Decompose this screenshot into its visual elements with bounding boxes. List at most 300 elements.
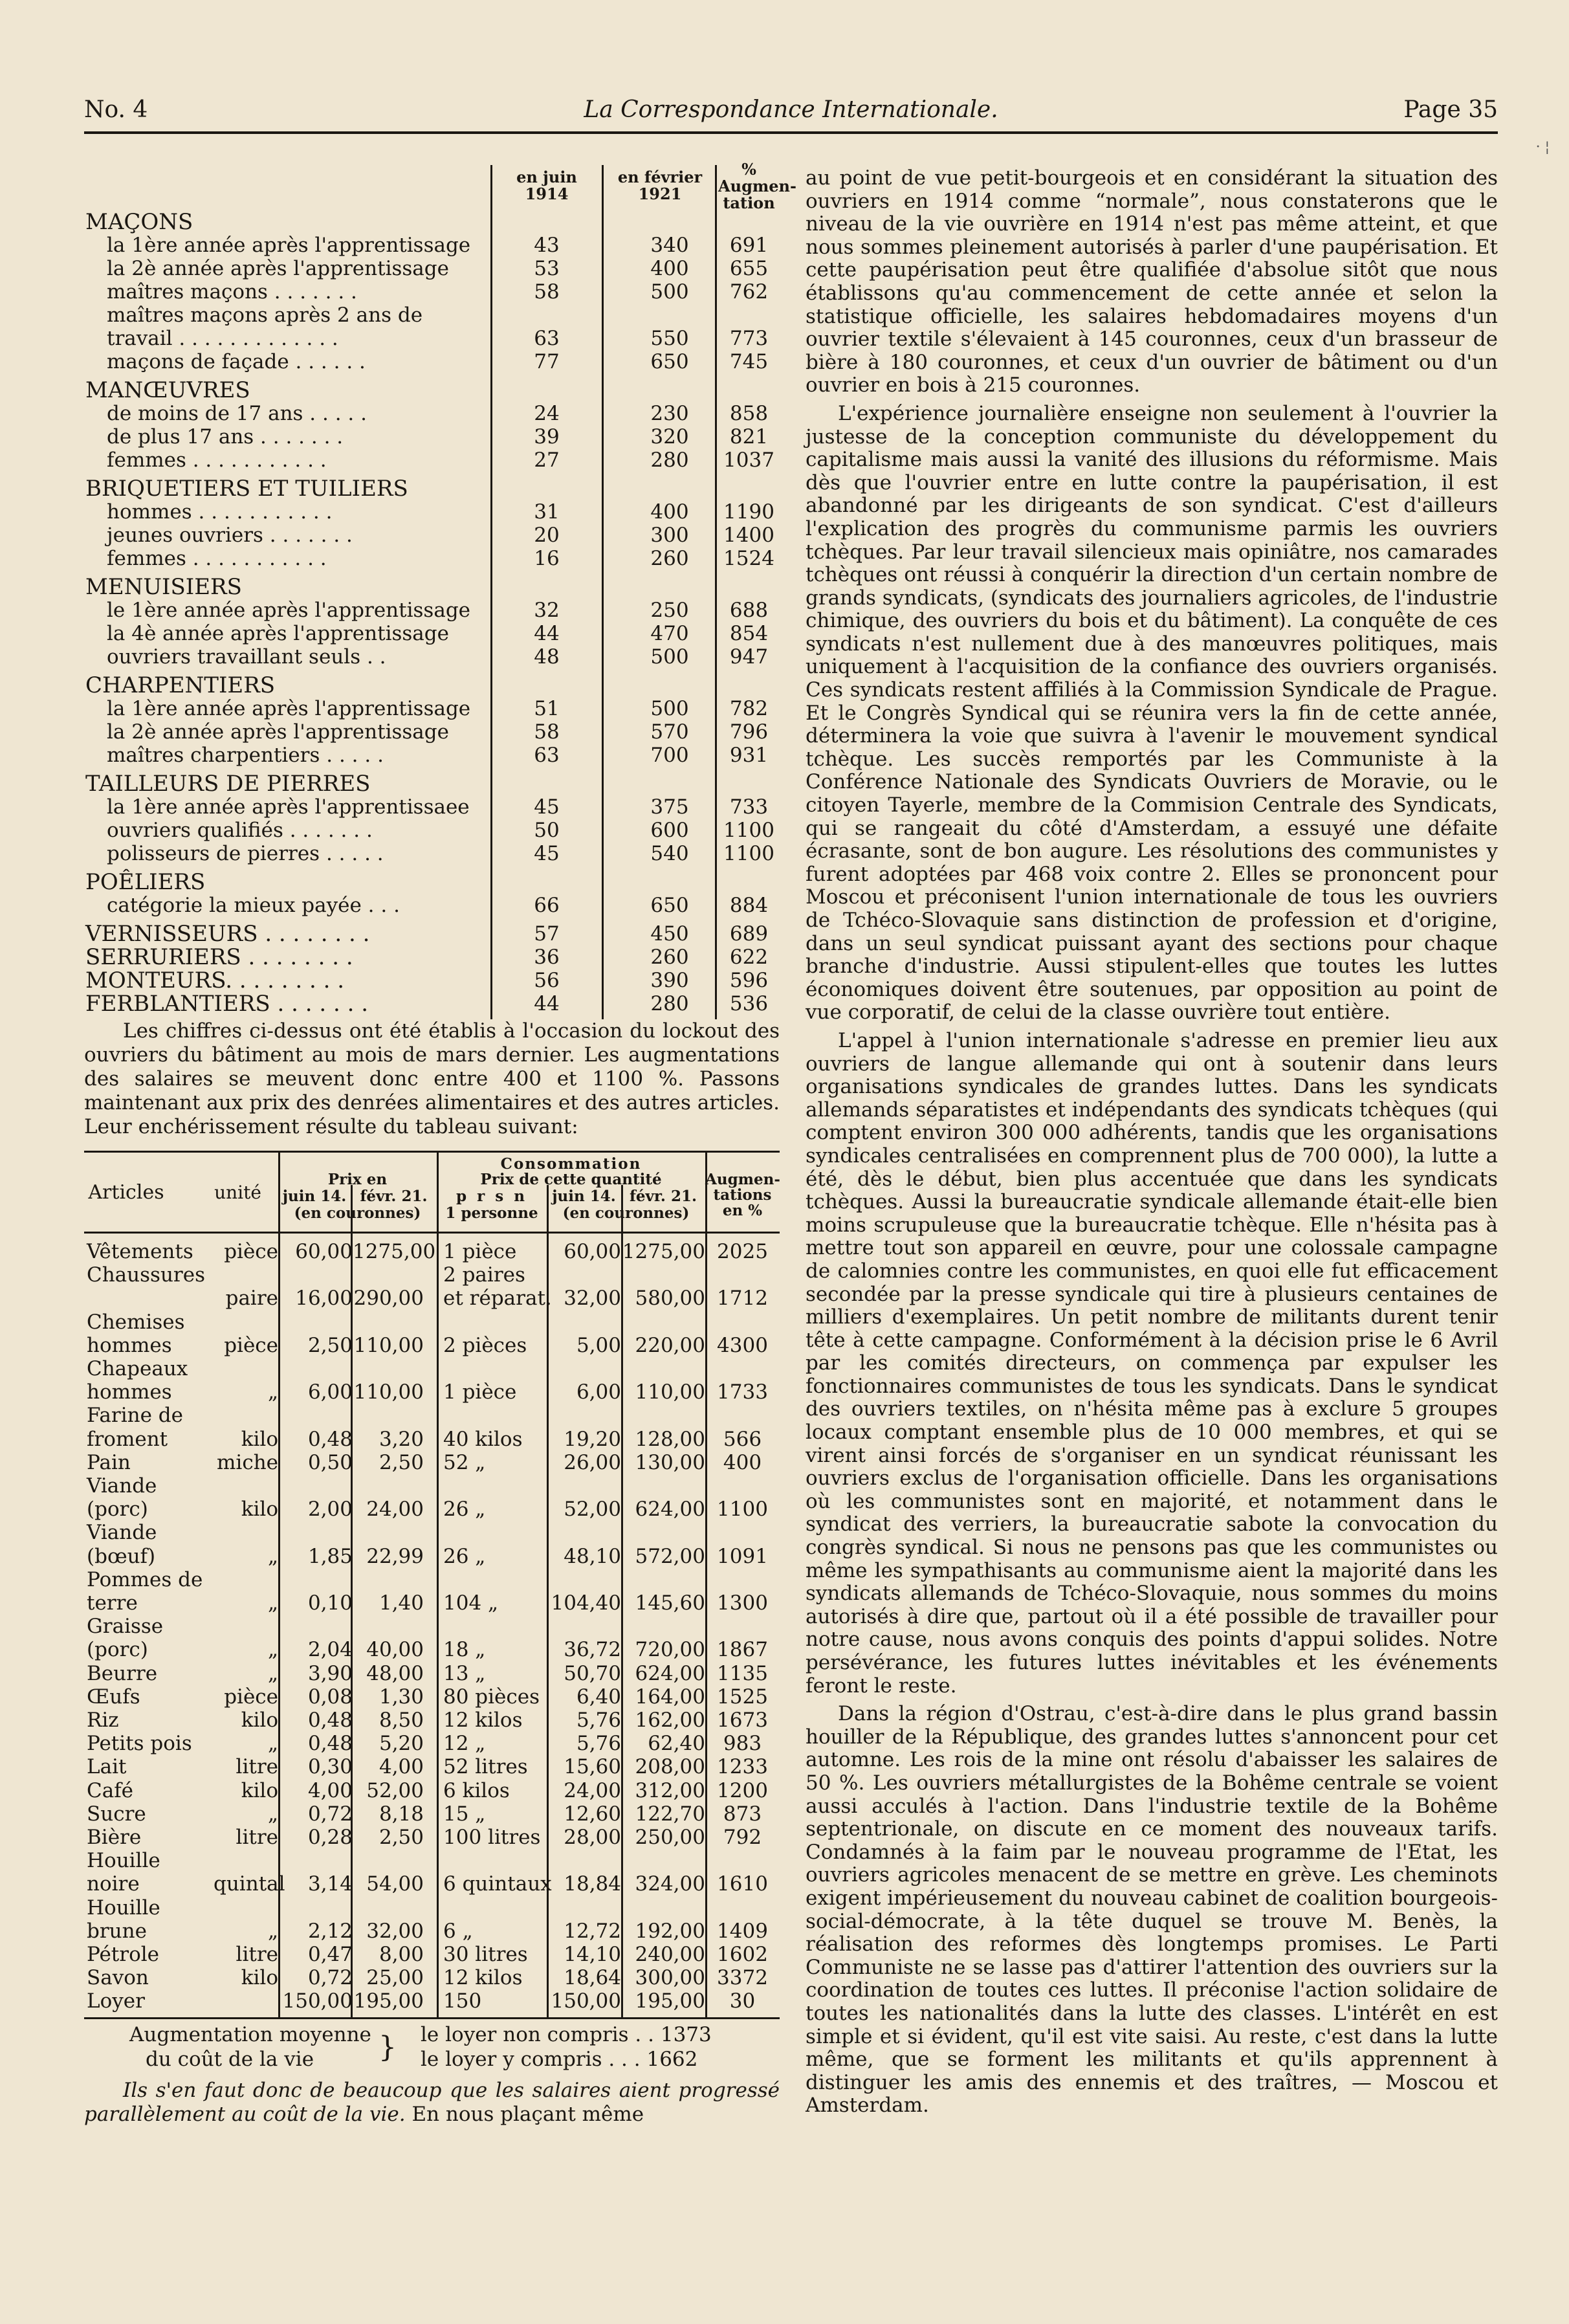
price-feb-1921: 1,30 [379,1685,424,1709]
wages-1914: 56 [534,969,560,992]
prices-row [84,1732,780,1755]
article-name: hommes [87,1333,172,1357]
increase-percent: 1733 [717,1380,768,1404]
prices-row [84,1802,780,1826]
price-june-1914: 3,14 [307,1872,353,1896]
wages-row-label: de plus 17 ans . . . . . . . [107,425,344,448]
increase-percent: 30 [729,1989,756,2013]
wages-group-heading [84,772,780,795]
cost-june-1914: 24,00 [564,1778,621,1802]
cost-feb-1921: 208,00 [635,1755,705,1779]
article-name: froment [87,1427,168,1451]
average-increase-label-1: Augmentation moyenne [129,2022,371,2046]
wages-row-label: la 1ère année après l'apprentissaee [107,795,470,819]
prices-row [84,1311,780,1334]
article-unit: kilo [241,1427,278,1451]
consumption-quantity: 15 „ [443,1802,486,1826]
prices-row [84,1638,780,1661]
consumption-quantity: et réparat. [443,1287,552,1311]
average-increase [84,2023,780,2075]
wages-row [84,257,780,280]
price-feb-1921: 25,00 [366,1966,424,1990]
price-june-1914: 0,50 [307,1450,353,1474]
price-june-1914: 2,04 [307,1638,353,1662]
wages-row-label: la 2è année après l'apprentissage [107,257,449,280]
wages-1921: 700 [650,744,689,767]
wages-row [84,327,780,350]
wages-1914: 50 [534,819,560,842]
wages-row-label: jeunes ouvriers . . . . . . . [107,524,353,547]
prices-row [84,1474,780,1498]
price-june-1914: 0,48 [307,1427,353,1451]
prices-row [84,1896,780,1920]
consumption-quantity: 1 pièce [443,1240,517,1263]
cost-feb-1921: 580,00 [635,1287,705,1311]
increase-percent: 1525 [717,1685,768,1709]
article-unit: pièce [224,1333,278,1357]
wages-row-label: maîtres charpentiers . . . . . [107,744,384,767]
wages-1914: 53 [534,257,560,280]
article-name: Œufs [87,1685,140,1709]
wages-augmentation: 1037 [723,448,774,472]
consumption-quantity: 150 [443,1989,482,2013]
consumption-quantity: 1 pièce [443,1380,517,1404]
price-june-1914: 4,00 [307,1778,353,1802]
consumption-quantity: 26 „ [443,1498,486,1522]
header-p-rsn: p r s n [456,1188,527,1205]
price-feb-1921: 195,00 [353,1989,424,2013]
wages-augmentation: 691 [729,234,769,257]
increase-percent: 1100 [717,1498,768,1522]
header-une-personne: 1 personne [445,1204,538,1222]
wages-1921: 340 [650,234,689,257]
cost-june-1914: 6,00 [576,1380,621,1404]
wages-augmentation: 622 [729,946,769,969]
wages-augmentation: 858 [729,402,769,425]
wages-1914: 45 [534,795,560,819]
wages-row-label: la 2è année après l'apprentissage [107,720,449,744]
wages-1921: 320 [650,425,689,448]
article-unit: miche [217,1450,278,1474]
article-unit: litre [236,1943,278,1966]
page-header [84,94,1498,133]
article-paragraph-1: au point de vue petit-bourgeois et en considérant la situation des ouvriers en 1914 comme “normale”, nous constaterons que le niveau de la vie ouvrière en 1914 n'est pas même atteint, et que nous sommes pleinement autorisés à parler d'une paupérisation. Et cette paupérisation peut être qualifiée d'absolue sitôt que nous établissons qu'au commencement de cette année et selon la statistique officielle, les salaires hebdomadaires moyens d'un ouvrier textile s'élevaient à 145 couronnes, ceux d'un brasseur de bière à 180 couronnes, et ceux d'un ouvrier de bâtiment ou d'un ouvrier en bois à 215 couronnes. [806,166,1498,397]
header-juin-14: juin 14. [282,1188,347,1205]
article-unit: quintal [214,1872,285,1896]
prices-row [84,1966,780,1989]
cost-feb-1921: 130,00 [635,1450,705,1474]
wages-row-label: MONTEURS. . . . . . . . . [85,968,344,993]
price-feb-1921: 1,40 [379,1591,424,1615]
wages-1914: 66 [534,894,560,917]
increase-percent: 1673 [717,1709,768,1732]
wages-row [84,819,780,842]
price-june-1914: 0,47 [307,1943,353,1966]
increase-percent: 566 [723,1427,762,1451]
price-june-1914: 2,12 [307,1919,353,1943]
price-june-1914: 0,72 [307,1802,353,1826]
cost-june-1914: 18,84 [564,1872,621,1896]
increase-percent: 1200 [717,1778,768,1802]
cost-feb-1921: 572,00 [635,1544,705,1568]
wages-1914: 77 [534,350,560,373]
article-paragraph-3: L'appel à l'union internationale s'adresse en premier lieu aux ouvriers de langue allemande qui ont à soutenir dans leurs organisations syndicales de grandes luttes. Dans les syndicats allemands séparatistes et indépendants des syndicats tchèques (qui comptent environ 300 000 adhérents, tandis que les organisations syndicales centralisées en comprennent plus de 700 000), la lutte a été, dès le début, bien plus accentuée que dans les syndicats tchèques. Aussi la bureaucratie syndicale allemande était-elle bien moins scrupuleuse que la bureaucratie tchèque. Elle n'hésita pas à mettre tout son appareil en œuvre, pour une colossale campagne de calomnies contre les communistes, en quoi elle fut efficacement secondée par la presse syndicale qui tire à plusieurs centaines de milliers d'exemplaires. Un petit nombre de militants durent tenir tête à cette campagne. Conformément à la décision prise le 6 Avril par les comités directeurs, on commença par expulser les fonctionnaires communistes de tous les syndicats. Dans le syndicat des ouvriers textiles, on n'hésita même pas à exclure 5 groupes locaux comptant ensemble plus de 10 000 membres, et qui se virent ainsi forcés de s'organiser en un syndicat réunissant les ouvriers exclus de l'organisation officielle. Dans les organisations où les communistes sont en majorité, et notamment dans le syndicat des verriers, la bureaucratie sabote la convocation du congrès syndical. Si nous ne pensons pas que les communistes ou même les sympathisants au communisme aient la majorité dans les syndicats allemands de Tchéco-Slovaquie, nous sommes du moins autorisés à dire que, partout où il a été possible de travailler pour notre cause, nous avons conquis des points d'appui solides. Notre persévérance, les futures luttes inévitables et les événements feront le reste. [806,1028,1498,1698]
issue-number: No. 4 [84,96,148,123]
price-june-1914: 0,10 [307,1591,353,1615]
article-unit: „ [267,1732,278,1756]
wages-row [84,992,780,1015]
price-feb-1921: 22,99 [366,1544,424,1568]
consumption-quantity: 30 litres [443,1943,528,1966]
wages-1921: 470 [650,622,689,645]
cost-feb-1921: 110,00 [635,1380,705,1404]
wages-1921: 600 [650,819,689,842]
prices-row [84,1755,780,1778]
cost-june-1914: 26,00 [564,1450,621,1474]
wages-row-label: hommes . . . . . . . . . . . [107,500,333,524]
price-june-1914: 2,00 [307,1498,353,1522]
prices-row [84,1521,780,1544]
article-name: Chemises [87,1310,185,1334]
wages-row-label: maçons de façade . . . . . . [107,350,366,373]
wages-1914: 43 [534,234,560,257]
increase-percent: 4300 [717,1333,768,1357]
increase-percent: 873 [723,1802,762,1826]
wages-1914: 39 [534,425,560,448]
wages-1914: 20 [534,524,560,547]
closing-paragraph [84,2079,780,2127]
wages-1914: 51 [534,697,560,720]
wages-group-name: MAÇONS [85,209,193,235]
cost-june-1914: 28,00 [564,1826,621,1849]
wages-1914: 24 [534,402,560,425]
wages-1921: 250 [650,599,689,622]
wages-row-label: VERNISSEURS . . . . . . . . [85,921,370,947]
article-name: Viande [87,1474,157,1498]
wages-row [84,922,780,946]
wages-group-heading [84,870,780,894]
wages-row-label: catégorie la mieux payée . . . [107,894,400,917]
header-fevr-21-b: févr. 21. [630,1188,697,1205]
average-increase-label-2: du coût de la vie [146,2047,314,2071]
cost-feb-1921: 720,00 [635,1638,705,1662]
wages-1921: 280 [650,448,689,472]
increase-percent: 1867 [717,1638,768,1662]
wages-augmentation: 762 [729,280,769,304]
header-rule [84,1232,780,1234]
wages-row-label: femmes . . . . . . . . . . . [107,547,327,570]
wages-1914: 36 [534,946,560,969]
cost-feb-1921: 62,40 [648,1732,705,1756]
cost-feb-1921: 122,70 [635,1802,705,1826]
wages-row-label: FERBLANTIERS . . . . . . . [85,991,369,1017]
prices-row [84,1404,780,1427]
article-name: Loyer [87,1989,145,2013]
header-prix-en: Prix en [327,1171,388,1188]
price-feb-1921: 8,50 [379,1709,424,1732]
header-consommation: Consommation [500,1155,642,1173]
prices-row [84,1428,780,1451]
article-name: Chapeaux [87,1357,188,1380]
cost-june-1914: 12,72 [564,1919,621,1943]
article-name: Sucre [87,1802,146,1826]
article-unit: pièce [224,1685,278,1709]
consumption-quantity: 40 kilos [443,1427,523,1451]
wages-1914: 44 [534,622,560,645]
prices-row [84,1545,780,1568]
wages-augmentation: 796 [729,720,769,744]
cost-june-1914: 32,00 [564,1287,621,1311]
wages-1914: 58 [534,720,560,744]
article-name: noire [87,1872,140,1896]
wages-row-label: maîtres maçons . . . . . . . [107,280,357,304]
wages-header-1921: en février 1921 [617,168,703,203]
wages-1921: 500 [650,697,689,720]
prices-row [84,1334,780,1357]
wages-row [84,524,780,547]
wages-1921: 400 [650,500,689,524]
article-unit: „ [267,1591,278,1615]
wages-1921: 450 [650,922,689,946]
consumption-quantity: 6 quintaux [443,1872,552,1896]
wages-1921: 500 [650,645,689,669]
article-unit: kilo [241,1966,278,1990]
wages-row-label: ouvriers travaillant seuls . . [107,645,386,669]
cost-feb-1921: 195,00 [635,1989,705,2013]
cost-june-1914: 5,00 [576,1333,621,1357]
increase-percent: 792 [723,1826,762,1849]
article-name: Lait [87,1755,127,1779]
cost-feb-1921: 624,00 [635,1661,705,1685]
wages-1921: 390 [650,969,689,992]
right-column [806,167,1498,2123]
article-unit: paire [225,1287,278,1311]
increase-percent: 1409 [717,1919,768,1943]
article-name: (porc) [87,1638,148,1662]
cost-feb-1921: 128,00 [635,1427,705,1451]
article-name: (bœuf) [87,1544,156,1568]
price-june-1914: 0,48 [307,1709,353,1732]
price-feb-1921: 2,50 [379,1826,424,1849]
consumption-quantity: 52 litres [443,1755,528,1779]
wages-row-label: la 1ère année après l'apprentissage [107,697,471,720]
wages-row-label: la 4è année après l'apprentissage [107,622,449,645]
prices-row [84,1357,780,1380]
wages-group-heading [84,477,780,500]
wages-group-name: CHARPENTIERS [85,672,276,698]
cost-feb-1921: 162,00 [635,1709,705,1732]
wages-1921: 540 [650,842,689,865]
price-feb-1921: 8,18 [379,1802,424,1826]
header-prix-quantite: Prix de cette quantité [480,1171,662,1188]
wages-1921: 260 [650,547,689,570]
wages-augmentation: 596 [729,969,769,992]
wages-augmentation: 733 [729,795,769,819]
header-augmentations: Augmen- tations en % [705,1171,780,1219]
wages-row-label: la 1ère année après l'apprentissage [107,234,471,257]
prices-row [84,1380,780,1404]
wages-group-name: POÊLIERS [85,869,206,895]
price-feb-1921: 1275,00 [353,1240,436,1263]
increase-percent: 1610 [717,1872,768,1896]
header-fevr-21: févr. 21. [360,1188,428,1205]
increase-percent: 983 [723,1732,762,1756]
consumption-quantity: 104 „ [443,1591,499,1615]
closing-rest: En nous plaçant même [411,2102,644,2126]
consumption-quantity: 2 pièces [443,1333,527,1357]
prices-row [84,1263,780,1287]
consumption-quantity: 12 kilos [443,1709,523,1732]
wages-1914: 44 [534,992,560,1015]
increase-percent: 1091 [717,1544,768,1568]
wages-augmentation: 821 [729,425,769,448]
prices-table [84,1151,780,2019]
wages-group-heading [84,575,780,599]
wages-group-heading [84,210,780,234]
wages-augmentation: 1100 [723,819,774,842]
wages-1914: 58 [534,280,560,304]
cost-june-1914: 14,10 [564,1943,621,1966]
wages-augmentation: 688 [729,599,769,622]
price-june-1914: 0,08 [307,1685,353,1709]
wages-group-name: TAILLEURS DE PIERRES [85,771,371,797]
prices-row [84,1615,780,1638]
price-feb-1921: 4,00 [379,1755,424,1779]
publication-title: La Correspondance Internationale. [584,96,998,123]
price-june-1914: 0,30 [307,1755,353,1779]
cost-june-1914: 150,00 [551,1989,621,2013]
article-name: Vêtements [87,1240,193,1263]
wages-row-label: SERRURIERS . . . . . . . . [85,944,353,970]
cost-feb-1921: 312,00 [635,1778,705,1802]
price-feb-1921: 54,00 [366,1872,424,1896]
left-column [84,160,796,2127]
wages-row [84,304,780,327]
cost-june-1914: 5,76 [576,1709,621,1732]
wages-row [84,599,780,622]
wages-group-heading [84,674,780,697]
wages-1914: 32 [534,599,560,622]
wages-1921: 375 [650,795,689,819]
wages-1914: 45 [534,842,560,865]
article-name: hommes [87,1380,172,1404]
cost-june-1914: 15,60 [564,1755,621,1779]
wages-augmentation: 536 [729,992,769,1015]
cost-feb-1921: 250,00 [635,1826,705,1849]
article-name: Beurre [87,1661,158,1685]
wages-augmentation: 689 [729,922,769,946]
wages-1914: 31 [534,500,560,524]
prices-row [84,1498,780,1521]
wages-1921: 570 [650,720,689,744]
price-june-1914: 6,00 [307,1380,353,1404]
brace: } [379,2030,397,2064]
price-june-1914: 150,00 [282,1989,353,2013]
cost-feb-1921: 192,00 [635,1919,705,1943]
article-unit: kilo [241,1709,278,1732]
price-feb-1921: 2,50 [379,1450,424,1474]
wages-row-label: femmes . . . . . . . . . . . [107,448,327,472]
cost-june-1914: 5,76 [576,1732,621,1756]
increase-percent: 3372 [717,1966,768,1990]
increase-percent: 1300 [717,1591,768,1615]
price-june-1914: 0,28 [307,1826,353,1849]
consumption-quantity: 2 paires [443,1263,525,1287]
prices-row [84,1591,780,1615]
wages-augmentation: 773 [729,327,769,350]
price-june-1914: 0,48 [307,1732,353,1756]
wages-row [84,622,780,645]
cost-feb-1921: 220,00 [635,1333,705,1357]
wages-row [84,448,780,472]
wages-augmentation: 947 [729,645,769,669]
wages-1921: 230 [650,402,689,425]
prices-row [84,1662,780,1685]
article-name: Riz [87,1709,119,1732]
price-feb-1921: 48,00 [366,1661,424,1685]
article-name: Pommes de [87,1567,203,1591]
increase-percent: 2025 [717,1240,768,1263]
cost-feb-1921: 624,00 [635,1498,705,1522]
wages-1921: 400 [650,257,689,280]
cost-feb-1921: 300,00 [635,1966,705,1990]
wages-header-augmentation: % Augmen- tation [718,160,796,212]
prices-row [84,1849,780,1872]
wages-augmentation: 1400 [723,524,774,547]
wages-1921: 260 [650,946,689,969]
average-increase-value-1: le loyer non compris . . 1373 [421,2022,712,2046]
price-june-1914: 1,85 [307,1544,353,1568]
wages-1914: 63 [534,744,560,767]
wages-augmentation: 1190 [723,500,774,524]
header-en-couronnes-b: (en couronnes) [562,1204,690,1222]
wages-1921: 650 [650,894,689,917]
wages-row [84,842,780,865]
wages-row [84,500,780,524]
price-june-1914: 16,00 [295,1287,353,1311]
cost-june-1914: 52,00 [564,1498,621,1522]
cost-june-1914: 6,40 [576,1685,621,1709]
consumption-quantity: 13 „ [443,1661,486,1685]
prices-row [84,1240,780,1263]
article-name: Farine de [87,1404,183,1428]
wages-header-1914: en juin 1914 [516,168,577,203]
article-paragraph-2: L'expérience journalière enseigne non seulement à l'ouvrier la justesse de la conception communiste du développement du capitalisme mais aussi la vanité des illusions du réformisme. Mais dès que l'ouvrier entre en lutte contre la paupérisation, il est abandonné par les dirigeants de son syndicat. C'est d'ailleurs l'explication des progrès du communisme parmis les ouvriers tchèques. Par leur travail silencieux mais opiniâtre, nos camarades tchèques ont réussi à conquérir la direction d'un certain nombre de grands syndicats, (syndicats des journaliers agricoles, de l'industrie chimique, des ouvriers du bois et du bâtiment). La conquête de ces syndicats n'est nullement due à des manœuvres politiques, mais uniquement à l'acquisition de la confiance des ouvriers organisés. Ces syndicats restent affiliés à la Commission Syndicale de Prague. Et le Congrès Syndical qui se réunira vers la fin de cette année, déterminera la voie que suivra à l'avenir le mouvement syndical tchèque. Les succès remportés par les Communiste à la Conférence Nationale des Syndicats Ouvriers de Moravie, ou le citoyen Tayerle, membre de la Commision Centrale des Syndicats, qui se rangeait du côté d'Amsterdam, a essuyé une défaite écrasante, sont de bon augure. Les résolutions des communistes y furent adoptées par 468 voix contre 2. Elles se prononcent pour Moscou et préconisent l'union internationale de tous les ouvriers de Tchéco-Slovaquie sans distinction de profession et d'origine, dans un seul syndicat puissant ayant des sections pour chaque branche d'industrie. Aussi stipulent-elles que toutes les luttes économiques doivent être soutenues, par opposition au point de vue corporatif, de celui de la classe ouvrière tout entière. [806,401,1498,1024]
wages-row [84,720,780,744]
increase-percent: 1135 [717,1661,768,1685]
wages-commentary: Les chiffres ci-dessus ont été établis à l'occasion du lockout des ouvriers du bâtiment au mois de mars dernier. Les augmentations des salaires se meuvent donc entre 400 et 1100 %. Passons maintenant aux prix des denrées alimentaires et des autres articles. Leur enchérissement résulte du tableau suivant: [84,1019,780,1138]
article-name: brune [87,1919,147,1943]
article-name: (porc) [87,1498,148,1522]
cost-june-1914: 18,64 [564,1966,621,1990]
price-june-1914: 2,50 [307,1333,353,1357]
prices-row [84,1920,780,1943]
wages-row-label: polisseurs de pierres . . . . . [107,842,384,865]
header-unite: unité [214,1182,261,1203]
article-paragraph-4: Dans la région d'Ostrau, c'est-à-dire dans le plus grand bassin houiller de la République, des grandes luttes s'annoncent pour cet automne. Les rois de la mine ont résolu d'abaisser les salaires de 50 %. Les ouvriers métallurgistes de la Bohême centrale se voient aussi acculés à l'action. Dans l'industrie textile de la Bohême septentrionale, on discute en ce moment des nouveaux tarifs. Condamnés à la faim par le nouveau programme de l'Etat, les ouvriers agricoles menacent de se mettre en grève. Les cheminots exigent impérieusement du nouveau cabinet de coalition bourgeois-social-démocrate, à la tête duquel se trouve M. Benès, la réalisation des reformes dès longtemps promises. Le Parti Communiste ne se lasse pas d'attirer l'attention des ouvriers sur la coordination de toutes ces luttes. Il préconise l'action solidaire de toutes les nationalités dans la lutte des classes. L'intérêt en est simple et si évident, qu'il est vite saisi. Au reste, c'est dans la lutte même, que se forment les militants et qu'ils apprennent à distinguer les amis des ennemis et des traîtres, — Moscou et Amsterdam. [806,1702,1498,2118]
wages-1914: 48 [534,645,560,669]
wages-augmentation: 1100 [723,842,774,865]
cost-feb-1921: 164,00 [635,1685,705,1709]
wages-1914: 63 [534,327,560,350]
wages-row [84,350,780,373]
increase-percent: 1233 [717,1755,768,1779]
increase-percent: 1712 [717,1287,768,1311]
wages-group-name: MANŒUVRES [85,377,250,403]
wages-augmentation: 745 [729,350,769,373]
wages-row [84,645,780,669]
wages-augmentation: 782 [729,697,769,720]
